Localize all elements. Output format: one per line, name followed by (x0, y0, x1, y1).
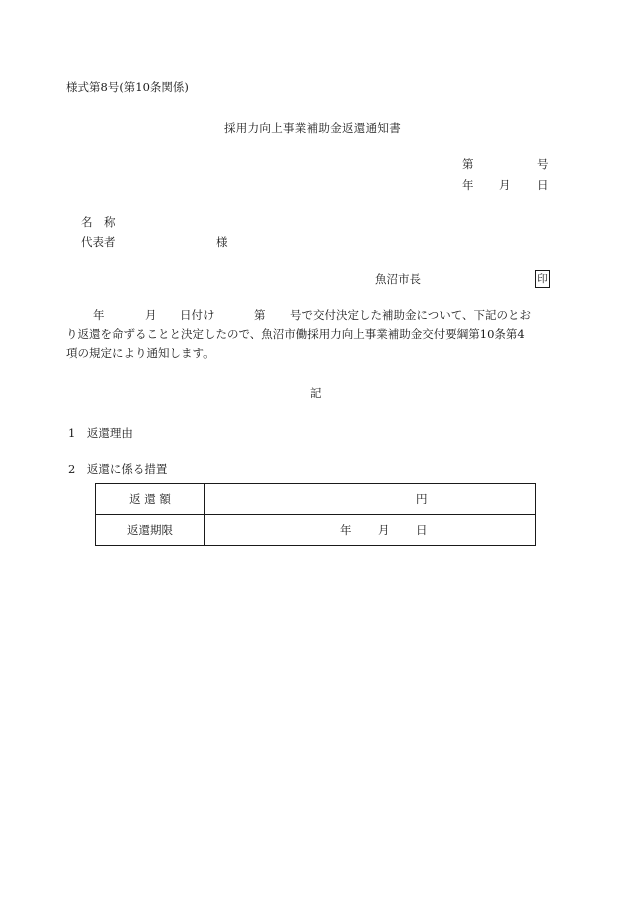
ref-dai: 第 (462, 157, 474, 171)
recipient-rep-label: 代表者 (81, 235, 116, 249)
body-line2: り返還を命ずることと決定したので、魚沼市働採用力向上事業補助金交付要綱第10条第4 (66, 327, 525, 341)
ref-year: 年 (462, 178, 474, 192)
ref-go: 号 (537, 157, 549, 171)
seal-mark: 印 (535, 270, 550, 288)
body-day-dated: 日付け (180, 308, 215, 322)
body-line3: 項の規定により通知します。 (66, 346, 215, 360)
document-title: 採用力向上事業補助金返還通知書 (224, 121, 401, 135)
deadline-year: 年 (340, 523, 352, 537)
body-dai: 第 (254, 308, 266, 322)
refund-amount-cell (205, 484, 536, 515)
table-row (96, 484, 536, 515)
recipient-honorific: 様 (216, 235, 228, 249)
table-row (96, 515, 536, 546)
item-refund-reason: 1 返還理由 (68, 426, 133, 440)
refund-table (95, 483, 536, 546)
refund-deadline-cell (205, 515, 536, 546)
body-year: 年 (93, 308, 105, 322)
body-line1-tail: 号で交付決定した補助金について、下記のとお (290, 308, 532, 322)
deadline-day: 日 (416, 523, 428, 537)
ref-month: 月 (499, 178, 511, 192)
issuer-title: 魚沼市長 (375, 272, 421, 286)
refund-amount-label: 返 還 額 (96, 484, 205, 515)
deadline-month: 月 (378, 523, 390, 537)
ki-heading: 記 (310, 386, 322, 400)
ref-day: 日 (537, 178, 549, 192)
item-refund-measures: 2 返還に係る措置 (68, 462, 168, 476)
refund-deadline-label: 返還期限 (96, 515, 205, 546)
body-month: 月 (145, 308, 157, 322)
form-number: 様式第8号(第10条関係) (66, 80, 189, 94)
recipient-name-label: 名 称 (81, 215, 116, 229)
refund-amount-unit: 円 (416, 492, 428, 506)
